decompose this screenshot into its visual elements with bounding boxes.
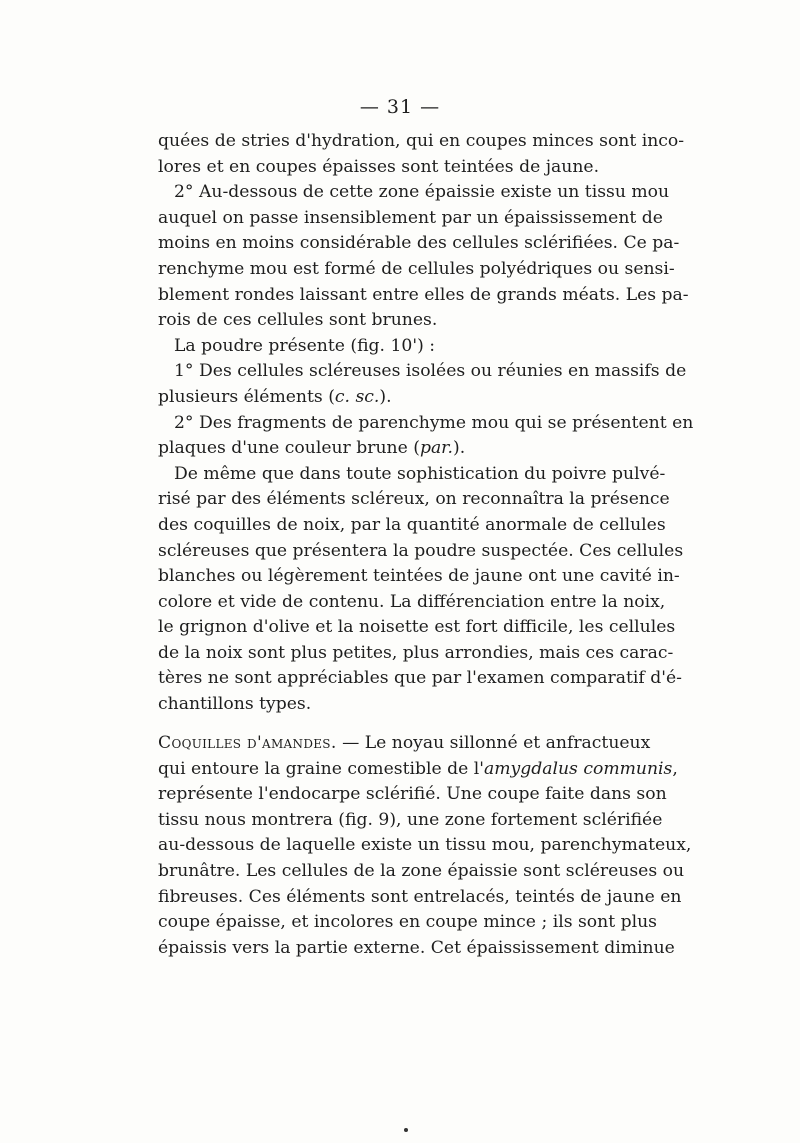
text-line: rois de ces cellules sont brunes. [158,310,438,331]
text-line: quées de stries d'hydration, qui en coupes minces sont inco- [158,131,685,151]
text-line: 1° Des cellules scléreuses isolées ou réunies en massifs de [174,361,687,382]
text-line: représente l'endocarpe sclérifié. Une coupe faite dans son [158,784,667,805]
text-line: blanches ou légèrement teintées de jaune ont une cavité in- [158,566,680,587]
text-line: auquel on passe insensiblement par un épaississement de [158,207,663,228]
text-line: 2° Des fragments de parenchyme mou qui se présentent en [174,412,694,433]
text-line: blement rondes laissant entre elles de grands méats. Les pa- [158,284,689,305]
text-line: tères ne sont appréciables que par l'examen comparatif d'é- [158,668,682,689]
figure-reference-italic: c. sc. [334,386,380,407]
text-line: brunâtre. Les cellules de la zone épaissie sont scléreuses ou [158,860,685,881]
text-line: des coquilles de noix, par la quantité anormale de cellules [158,514,666,535]
text-line: scléreuses que présentera la poudre suspectée. Ces cellules [158,540,684,561]
print-speck [404,1128,408,1132]
text-line: colore et vide de contenu. La différenciation entre la noix, [158,591,666,612]
text-line: La poudre présente (fig. 10') : [174,335,436,356]
text-run: plusieurs éléments ( [158,386,335,407]
text-run: plaques d'une couleur brune ( [158,438,420,459]
section-heading: Coquilles d'amandes. [158,733,337,753]
text-line: chantillons types. [158,694,312,715]
text-line: lores et en coupes épaisses sont teintées de jaune. [158,156,600,177]
text-line: De même que dans toute sophistication du poivre pulvé- [174,463,666,484]
figure-reference-italic: par. [419,438,453,459]
text-line [158,731,651,757]
text-line: le grignon d'olive et la noisette est fort difficile, les cellules [158,617,676,638]
text-run: — Le noyau sillonné et anfractueux [342,733,651,753]
text-line: au-dessous de laquelle existe un tissu mou, parenchymateux, [158,835,692,856]
body-text-coquilles [158,731,692,961]
text-run: , [672,758,678,779]
text-line: de la noix sont plus petites, plus arrondies, mais ces carac- [158,642,674,663]
text-line: fibreuses. Ces éléments sont entrelacés, teintés de jaune en [158,886,682,907]
text-line [158,436,630,462]
page-number: — 31 — [359,96,441,118]
text-line: renchyme mou est formé de cellules polyédriques ou sensi- [158,258,675,279]
text-run: qui entoure la graine comestible de l' [158,758,484,779]
text-run: ). [379,386,392,407]
text-line: risé par des éléments scléreux, on reconnaîtra la présence [158,489,670,510]
text-line: tissu nous montrera (fig. 9), une zone fortement sclérifiée [158,809,663,830]
text-line: moins en moins considérable des cellules sclérifiées. Ce pa- [158,233,680,254]
text-line: épaissis vers la partie externe. Cet épaississement diminue [158,937,675,958]
body-text-upper [158,129,694,718]
text-line: 2° Au-dessous de cette zone épaissie existe un tissu mou [174,182,670,203]
text-line [158,385,630,411]
species-name-italic: amygdalus communis [483,758,673,779]
text-run: ). [452,438,466,459]
text-line: coupe épaisse, et incolores en coupe mince ; ils sont plus [158,912,657,933]
text-line [158,757,678,783]
